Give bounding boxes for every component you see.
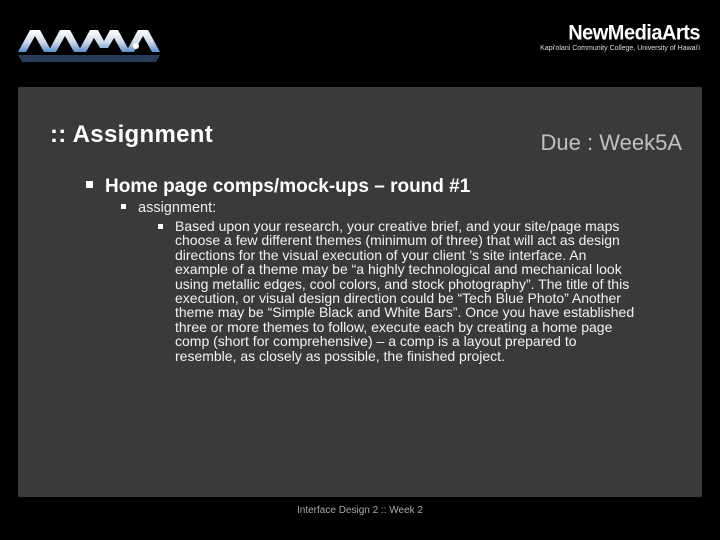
bullet-3-text: Based upon your research, your creative brief, and your site/page maps choose a few different themes (minimum of three) that will act as design directions for the visual execution of your client ’s site interface. An example of a theme may be “a highly technological and mechanical look using metallic edges, cool colors, and stock photography”. The title of this execution, or visual design direction could be “Tech Blue Photo” Another theme may be “Simple Black and White Bars”. Once you have established three or more themes to follow, execute each by creating a home page comp (short for comprehensive) – a comp is a layout prepared to resemble, as closely as possible, the finished project. bbox=[175, 218, 635, 364]
brand-name: NewMediaArts bbox=[568, 21, 700, 45]
bullet-square-icon bbox=[86, 181, 93, 188]
due-label: Due : Week5A bbox=[540, 130, 682, 155]
bullet-level-3 bbox=[158, 219, 638, 363]
slide-title: :: Assignment bbox=[50, 121, 214, 148]
brand bbox=[540, 22, 700, 53]
bullet-square-icon bbox=[158, 224, 163, 229]
footer-text: Interface Design 2 :: Week 2 bbox=[297, 505, 423, 516]
bullet-square-icon bbox=[121, 204, 126, 209]
bullet-1-text: Home page comps/mock-ups – round #1 bbox=[105, 176, 471, 197]
bullet-level-1 bbox=[86, 176, 470, 198]
bullet-2-text: assignment: bbox=[138, 200, 217, 216]
bullet-level-2 bbox=[121, 200, 216, 216]
nma-logo-icon bbox=[18, 22, 160, 66]
brand-subtitle: Kapi'olani Community College, University of Hawai'i bbox=[540, 45, 700, 52]
